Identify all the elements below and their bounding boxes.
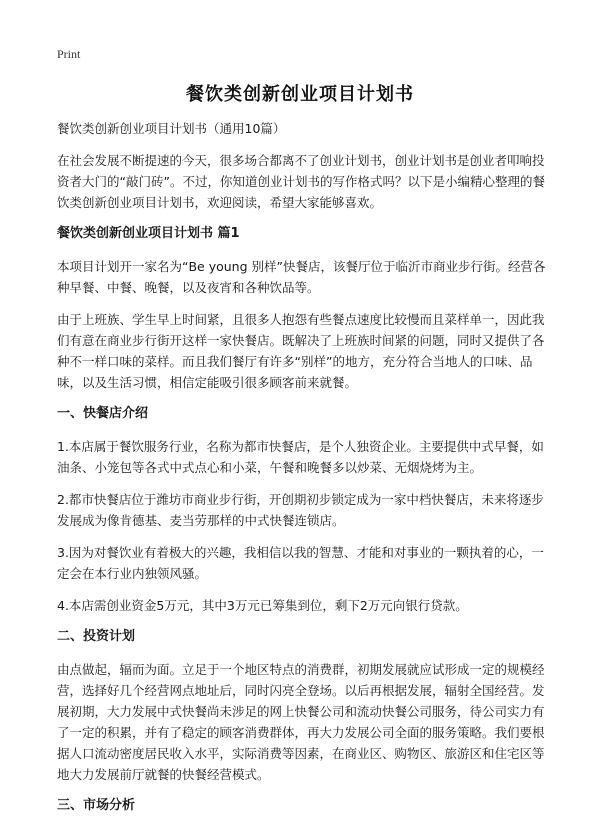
section-heading-3: 三、市场分析	[57, 798, 136, 813]
article-subtitle: 餐饮类创新创业项目计划书（通用10篇）	[57, 121, 286, 136]
section-heading-2: 二、投资计划	[57, 629, 136, 644]
list-item-4: 4.本店需创业资金5万元，其中3万元已筹集到位，剩下2万元向银行贷款。	[57, 598, 468, 613]
paragraph-1: 本项目计划开一家名为“Be young 别样”快餐店，该餐厅位于临沂市商业步行街。经营各种早餐、中餐、晚餐，以及夜宵和各种饮品等。	[57, 259, 546, 295]
page-title: 餐饮类创新创业项目计划书	[186, 84, 414, 105]
list-item-3: 3.因为对餐饮业有着极大的兴趣，我相信以我的智慧、才能和对事业的一颗执着的心，一定会在本行业内独领风骚。	[57, 545, 544, 581]
intro-paragraph: 在社会发展不断提速的今天，很多场合都离不了创业计划书，创业计划书是创业者叩响投资者大门的“敲门砖”。不过，你知道创业计划书的写作格式吗？以下是小编精心整理的餐饮类创新创业项目计划书，欢迎阅读，希望大家能够喜欢。	[57, 153, 545, 210]
paragraph-3: 由点做起，辐而为面。立足于一个地区特点的消费群，初期发展就应试形成一定的规模经营，选择好几个经营网点地址后，同时闪亮全登场。以后再根据发展，辐射全国经营。发展初期，大力发展中式快餐尚未涉足的网上快餐公司和流动快餐公司服务，待公司实力有了一定的积累，并有了稳定的顾客消费群体，再大力发展公司全面的服务策略。我们要根据人口流动密度居民收入水平，实际消费等因素，在商业区、购物区、旅游区和住宅区等地大力发展前厅就餐的快餐经营模式。	[57, 662, 545, 782]
list-item-1: 1.本店属于餐饮服务行业，名称为都市快餐店，是个人独资企业。主要提供中式早餐，如油条、小笼包等各式中式点心和小菜，午餐和晚餐多以炒菜、无烟烧烤为主。	[57, 439, 544, 475]
list-item-2: 2.都市快餐店位于潍坊市商业步行街，开创期初步锁定成为一家中档快餐店，未来将逐步发展成为像肯德基、麦当劳那样的中式快餐连锁店。	[57, 492, 544, 528]
paragraph-2: 由于上班族、学生早上时间紧，且很多人抱怨有些餐点速度比较慢而且菜样单一，因此我们有意在商业步行街开这样一家快餐店。既解决了上班族时间紧的问题，同时又提供了各种不一样口味的菜样。而且我们餐厅有许多“别样”的地方，充分符合当地人的口味、品味，以及生活习惯，相信定能吸引很多顾客前来就餐。	[57, 312, 545, 390]
article-body	[57, 118, 554, 828]
print-link[interactable]: Print	[57, 47, 81, 61]
section-heading-1: 一、快餐店介绍	[57, 406, 149, 421]
article-heading: 餐饮类创新创业项目计划书 篇1	[57, 226, 240, 241]
